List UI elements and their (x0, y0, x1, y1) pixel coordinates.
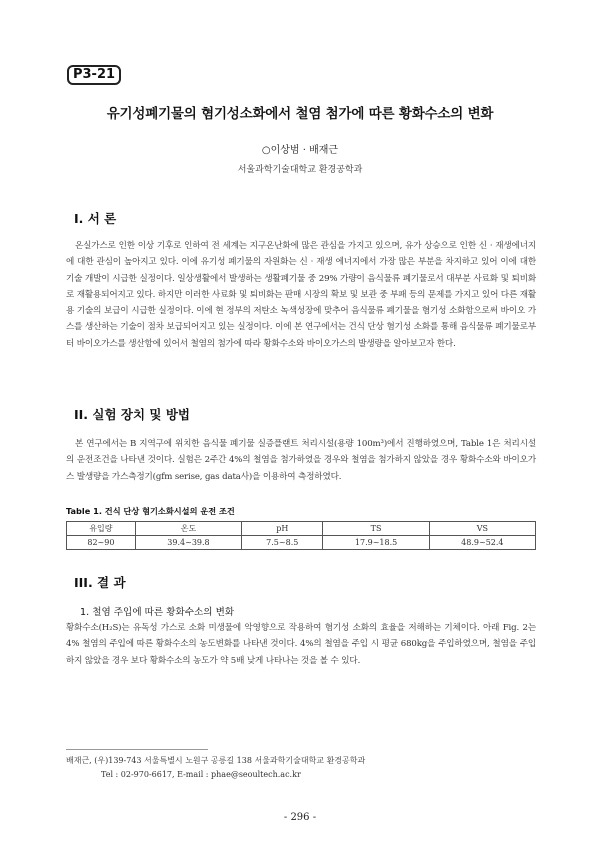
table-cell: 82~90 (67, 536, 136, 550)
operating-conditions-table (66, 521, 536, 550)
intro-paragraph: 온실가스로 인한 이상 기후로 인하여 전 세계는 지구온난화에 많은 관심을 가지고 있으며, 유가 상승으로 인한 신 · 재생에너지에 대한 관심이 높아지고 있다. 이에 유기성 폐기물의 자원화는 신 · 재생 에너지에서 가장 많은 부분을 차지하고 있어 이에 대한 기술 개발이 시급한 실정이다. 일상생활에서 발생하는 생활폐기물 중 29% 가량이 음식물류 폐기물로서 대부분 사료화 및 퇴비화로 재활용되어지고 있다. 하지만 이러한 사료화 및 퇴비화는 판매 시장의 확보 및 보관 중 부패 등의 문제를 가지고 있어 다른 재활용 기술의 보급이 시급한 실정이다. 이에 현 정부의 저탄소 녹색성장에 맞추어 음식물류 폐기물을 혐기성 소화함으로써 바이오 가스를 생산하는 기술이 점차 보급되어지고 있는 실정이다. 이에 본 연구에서는 건식 단상 혐기성 소화를 통해 음식물류 폐기물로부터 바이오가스를 생산함에 있어서 철염의 첨가에 따라 황화수소와 바이오가스의 발생량을 알아보고자 한다. (66, 241, 536, 349)
results-paragraph: 황화수소(H₂S)는 유독성 가스로 소화 미생물에 악영향으로 작용하여 혐기성 소화의 효율을 저해하는 기체이다. 아래 Fig. 2는 4% 철염의 주입에 따른 황화수소의 농도변화를 나타낸 것이다. 4%의 철염을 주입 시 평균 680kg을 주입하였으며, 철염을 주입하지 않았을 경우 보다 황화수소의 농도가 약 5배 낮게 나타나는 것을 볼 수 있다. (66, 623, 536, 666)
footnote-divider (66, 749, 208, 750)
table-header-cell: VS (429, 522, 535, 536)
methods-paragraph: 본 연구에서는 B 지역구에 위치한 음식물 폐기물 실증플랜트 처리시설(용량 100m³)에서 진행하였으며, Table 1은 처리시설의 운전조건을 나타낸 것이다. 실험은 2주간 4%의 철염을 첨가하였을 경우와 철염을 첨가하지 않았을 경우 황화수소와 바이오가스 발생량을 가스측정기(gfm serise, gas data사)을 이용하여 측정하였다. (66, 439, 536, 482)
methods-heading: II. 실험 장치 및 방법 (74, 407, 190, 422)
results-heading: III. 결 과 (74, 575, 126, 590)
footnote-address: 배재근, (우)139-743 서울특별시 노원구 공릉길 138 서울과학기술대학교 환경공학과 (66, 756, 366, 765)
table-header-cell: 유입량 (67, 522, 136, 536)
table-cell: 39.4~39.8 (135, 536, 241, 550)
paper-title: 유기성폐기물의 혐기성소화에서 철염 첨가에 따른 황화수소의 변화 (106, 106, 494, 122)
table-cell: 7.5~8.5 (242, 536, 323, 550)
page-number: - 296 - (283, 812, 317, 823)
table-header-cell: TS (323, 522, 429, 536)
authors: ○이상범 · 배재근 (261, 145, 339, 156)
table-cell: 48.9~52.4 (429, 536, 535, 550)
intro-heading: I. 서 론 (74, 211, 117, 226)
table-header-row (67, 522, 536, 536)
affiliation: 서울과학기술대학교 환경공학과 (237, 165, 363, 175)
table-caption: Table 1. 건식 단상 혐기소화시설의 운전 조건 (66, 506, 235, 516)
paper-code-badge: P3-21 (67, 65, 121, 85)
table-header-cell: pH (242, 522, 323, 536)
results-subheading: 1. 철염 주입에 따른 황화수소의 변화 (80, 607, 235, 618)
table-header-cell: 온도 (135, 522, 241, 536)
footnote-contact: Tel : 02-970-6617, E-mail : phae@seoultech.ac.kr (101, 770, 301, 779)
table-cell: 17.9~18.5 (323, 536, 429, 550)
table-row (67, 536, 536, 550)
